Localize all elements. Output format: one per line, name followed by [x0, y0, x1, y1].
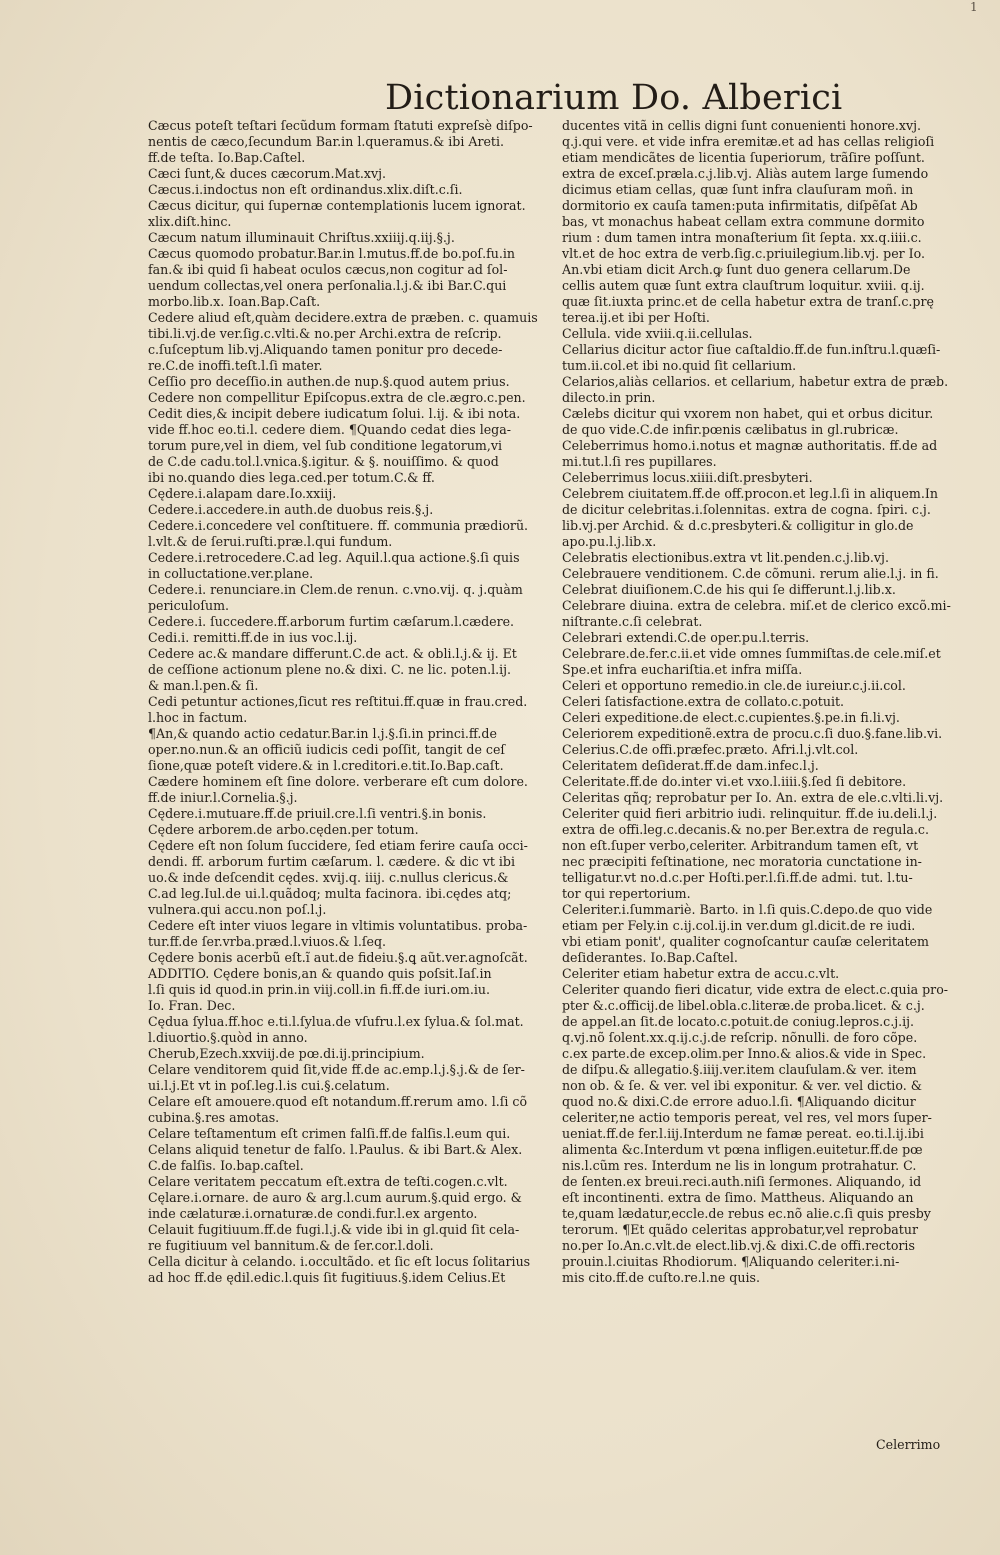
- dictionary-entry: [148, 950, 560, 966]
- entry-line: no.per Io.An.c.vlt.de elect.lib.vj.& dixi.C.de offi.rectoris: [562, 1238, 915, 1253]
- dictionary-entry: [562, 326, 960, 342]
- dictionary-entry: [562, 694, 960, 710]
- entry-line: eſt incontinenti. extra de ſimo. Mattheus. Aliquando an: [562, 1190, 914, 1205]
- left-text-column: [148, 118, 560, 1286]
- dictionary-entry: [148, 550, 560, 582]
- entry-line: C.de falſis. Io.bap.caſtel.: [148, 1158, 304, 1173]
- entry-line: mi.tut.l.ſi res pupillares.: [562, 454, 717, 469]
- entry-line: vlt.et de hoc extra de verb.ſig.c.priuilegium.lib.vj. per Io.: [562, 246, 926, 261]
- dictionary-entry: [148, 726, 560, 774]
- entry-line: in colluctatione.ver.plane.: [148, 566, 314, 581]
- entry-line: Celarios,aliàs cellarios. et cellarium, habetur extra de præb.: [562, 374, 949, 389]
- running-header-title: Dictionarium Do. Alberici: [385, 78, 843, 118]
- dictionary-entry: [148, 806, 560, 822]
- dictionary-entry: [148, 230, 560, 246]
- entry-line: ff.de teſta. Io.Bap.Caſtel.: [148, 150, 306, 165]
- entry-line: Celeriorem expeditionẽ.extra de procu.c.ſi duo.§.fane.lib.vi.: [562, 726, 943, 741]
- dictionary-entry: [562, 374, 960, 406]
- entry-line: alimenta &c.Interdum vt pœna infligen.euitetur.ff.de pœ: [562, 1142, 923, 1157]
- dictionary-entry: [148, 1062, 560, 1094]
- entry-line: Cedere.i.concedere vel conſtituere. ff. communia prædiorũ.: [148, 518, 529, 533]
- entry-line: C.ad leg.Iul.de ui.l.quãdoq; multa facinora. ibi.cędes atq;: [148, 886, 512, 901]
- entry-line: Cedere eſt inter viuos legare in vltimis voluntatibus. proba-: [148, 918, 528, 933]
- entry-line: de quo vide.C.de infir.pœnis cælibatus in gl.rubricæ.: [562, 422, 899, 437]
- entry-line: Celeriter quid fieri arbitrio iudi. relinquitur. ff.de iu.deli.l.j.: [562, 806, 938, 821]
- entry-line: ueniat.ff.de fer.l.iij.Interdum ne famæ pereat. eo.ti.l.ij.ibi: [562, 1126, 924, 1141]
- entry-line: Spe.et infra euchariſtia.et infra miſſa.: [562, 662, 803, 677]
- entry-line: Cedere.i.accedere.in auth.de duobus reis.§.j.: [148, 502, 434, 517]
- entry-line: Cedere.i. ſuccedere.ff.arborum furtim cæſarum.l.cædere.: [148, 614, 515, 629]
- entry-line: de C.de cadu.tol.l.vnica.§.igitur. & §. nouiſſimo. & quod: [148, 454, 499, 469]
- dictionary-entry: [148, 1046, 560, 1062]
- entry-line: An.vbi etiam dicit Arch.ꝙ ſunt duo genera cellarum.De: [562, 262, 911, 277]
- entry-line: Cedere non compellitur Epiſcopus.extra de cle.ægro.c.pen.: [148, 390, 526, 405]
- entry-line: Celeberrimus locus.xiiii.diſt.presbyteri.: [562, 470, 813, 485]
- entry-line: Celare venditorem quid ſit,vide ff.de ac.emp.l.j.§.j.& de ſer-: [148, 1062, 525, 1077]
- dictionary-entry: [148, 1174, 560, 1190]
- entry-line: nis.l.cũm res. Interdum ne lis in longum protrahatur. C.: [562, 1158, 917, 1173]
- dictionary-entry: [148, 486, 560, 502]
- entry-line: l.diuortio.§.quòd in anno.: [148, 1030, 308, 1045]
- dictionary-entry: [148, 582, 560, 614]
- dictionary-entry: [562, 646, 960, 678]
- entry-line: Cedere.i. renunciare.in Clem.de renun. c.vno.vij. q. j.quàm: [148, 582, 523, 597]
- entry-line: bas, vt monachus habeat cellam extra commune dormito: [562, 214, 925, 229]
- dictionary-entry: [148, 966, 560, 1014]
- entry-line: Celebrare diuina. extra de celebra. miſ.et de clerico excõ.mi-: [562, 598, 951, 613]
- dictionary-entry: [148, 1222, 560, 1254]
- entry-line: celeriter,ne actio temporis pereat, vel res, vel mors ſuper-: [562, 1110, 932, 1125]
- entry-line: morbo.lib.x. Ioan.Bap.Caſt.: [148, 294, 321, 309]
- entry-line: dilecto.in prin.: [562, 390, 656, 405]
- entry-line: Celauit fugitiuum.ff.de fugi.l.j.& vide ibi in gl.quid ſit cela-: [148, 1222, 520, 1237]
- entry-line: re.C.de inoffi.teſt.l.ſi mater.: [148, 358, 323, 373]
- dictionary-entry: [148, 1254, 560, 1286]
- dictionary-entry: [562, 742, 960, 758]
- entry-line: Cedi.i. remitti.ff.de in ius voc.l.ij.: [148, 630, 358, 645]
- entry-line: tur.ff.de ſer.vrba.præd.l.viuos.& l.ſeq.: [148, 934, 387, 949]
- entry-line: l.vlt.& de ſerui.ruſti.præ.l.qui fundum.: [148, 534, 393, 549]
- dictionary-entry: [562, 678, 960, 694]
- right-text-column: [562, 118, 960, 1286]
- entry-line: Cellula. vide xviii.q.ii.cellulas.: [562, 326, 753, 341]
- entry-line: xlix.diſt.hinc.: [148, 214, 232, 229]
- entry-line: Cæcus dicitur, qui ſupernæ contemplationis lucem ignorat.: [148, 198, 526, 213]
- dictionary-entry: [562, 598, 960, 630]
- entry-line: Celeriter etiam habetur extra de accu.c.vlt.: [562, 966, 840, 981]
- entry-line: q.vj.nõ ſolent.xx.q.ij.c.j.de reſcrip. nõnulli. de foro cõpe.: [562, 1030, 918, 1045]
- entry-line: Cedere.i.retrocedere.C.ad leg. Aquil.l.qua actione.§.ſi quis: [148, 550, 520, 565]
- entry-line: Celare teſtamentum eſt crimen falſi.ff.de falſis.l.eum qui.: [148, 1126, 511, 1141]
- dictionary-entry: [562, 710, 960, 726]
- entry-line: quæ ſit.iuxta princ.et de cella habetur extra de tranſ.c.prę: [562, 294, 934, 309]
- dictionary-entry: [148, 182, 560, 198]
- dictionary-entry: [562, 982, 960, 1286]
- dictionary-entry: [148, 166, 560, 182]
- entry-line: Cędua ſylua.ff.hoc e.ti.l.ſylua.de vſufru.l.ex ſylua.& ſol.mat.: [148, 1014, 524, 1029]
- entry-line: uo.& inde deſcendit cędes. xvij.q. iiij. c.nullus clericus.&: [148, 870, 509, 885]
- entry-line: cellis autem quæ ſunt extra clauſtrum loquitur. xviii. q.ij.: [562, 278, 925, 293]
- entry-line: Celans aliquid tenetur de falſo. l.Paulus. & ibi Bart.& Alex.: [148, 1142, 523, 1157]
- dictionary-entry: [148, 774, 560, 806]
- entry-line: uendum collectas,vel onera perſonalia.l.j.& ibi Bar.C.qui: [148, 278, 507, 293]
- entry-line: Cędere arborem.de arbo.cęden.per totum.: [148, 822, 419, 837]
- entry-line: nec præcipiti feſtinatione, nec moratoria cunctatione in-: [562, 854, 922, 869]
- dictionary-entry: [148, 1190, 560, 1222]
- entry-line: ibi no.quando dies lega.ced.per totum.C.& ff.: [148, 470, 435, 485]
- dictionary-entry: [148, 1142, 560, 1174]
- entry-line: Cælebs dicitur qui vxorem non habet, qui et orbus dicitur.: [562, 406, 934, 421]
- entry-line: Celeriter.i.ſummariè. Barto. in l.ſi quis.C.depo.de quo vide: [562, 902, 933, 917]
- dictionary-entry: [148, 406, 560, 486]
- entry-line: Celebrauere venditionem. C.de cõmuni. rerum alie.l.j. in fi.: [562, 566, 939, 581]
- entry-line: etiam per Fely.in c.ij.col.ij.in ver.dum gl.dicit.de re iudi.: [562, 918, 916, 933]
- entry-line: Celerius.C.de offi.præfec.prӕto. Afri.l.j.vlt.col.: [562, 742, 859, 757]
- entry-line: Ceſſio pro deceſſio.in authen.de nup.§.quod autem prius.: [148, 374, 510, 389]
- dictionary-entry: [148, 1014, 560, 1046]
- entry-line: Cędere.i.mutuare.ff.de priuil.cre.l.ſi ventri.§.in bonis.: [148, 806, 487, 821]
- entry-line: Cæcus poteſt teſtari ſecũdum formam ſtatuti expreſsè diſpo-: [148, 118, 533, 133]
- entry-line: terorum. ¶Et quãdo celeritas approbatur,vel reprobatur: [562, 1222, 918, 1237]
- dictionary-entry: [562, 806, 960, 902]
- entry-line: Cæcus.i.indoctus non eſt ordinandus.xlix.diſt.c.ſi.: [148, 182, 463, 197]
- entry-line: Celare eſt amouere.quod eſt notandum.ff.rerum amo. l.ſi cõ: [148, 1094, 528, 1109]
- dictionary-entry: [148, 918, 560, 950]
- entry-line: de diſpu.& allegatio.§.iiij.ver.item clauſulam.& ver. item: [562, 1062, 917, 1077]
- entry-line: apo.pu.l.j.lib.x.: [562, 534, 657, 549]
- entry-line: Celebratis electionibus.extra vt lit.penden.c.j.lib.vj.: [562, 550, 889, 565]
- entry-line: de ceſſione actionum plene no.& dixi. C. ne lic. poten.l.ij.: [148, 662, 512, 677]
- entry-line: terea.ij.et ibi per Hoſti.: [562, 310, 710, 325]
- dictionary-entry: [562, 790, 960, 806]
- dictionary-entry: [148, 1094, 560, 1126]
- entry-line: ui.l.j.Et vt in poſ.leg.l.is cui.§.celatum.: [148, 1078, 390, 1093]
- entry-line: tibi.li.vj.de ver.ſig.c.vlti.& no.per Archi.extra de reſcrip.: [148, 326, 502, 341]
- dictionary-entry: [562, 758, 960, 774]
- entry-line: Celare veritatem peccatum eſt.extra de teſti.cogen.c.vlt.: [148, 1174, 508, 1189]
- entry-line: vulnera.qui accu.non poſ.l.j.: [148, 902, 327, 917]
- entry-line: periculoſum.: [148, 598, 230, 613]
- entry-line: ſione,quæ poteſt videre.& in l.creditori.e.tit.Io.Bap.caſt.: [148, 758, 504, 773]
- entry-line: Cella dicitur à celando. i.occultãdo. et ſic eſt locus ſolitarius: [148, 1254, 531, 1269]
- entry-line: de appel.an ſit.de locato.c.potuit.de coniug.lepros.c.j.ij.: [562, 1014, 915, 1029]
- entry-line: ADDITIO. Cędere bonis,an & quando quis poſsit.Iaſ.in: [148, 966, 492, 981]
- entry-line: oper.no.nun.& an officiũ iudicis cedi poſſit, tangit de ceſ: [148, 742, 506, 757]
- entry-line: dendi. ff. arborum furtim cæſarum. l. cædere. & dic vt ibi: [148, 854, 516, 869]
- entry-line: Io. Fran. Dec.: [148, 998, 236, 1013]
- dictionary-entry: [148, 390, 560, 406]
- entry-line: de dicitur celebritas.i.ſolennitas. extra de cogna. ſpiri. c.j.: [562, 502, 931, 517]
- dictionary-entry: [562, 486, 960, 550]
- entry-line: Celebrare.de.fer.c.ii.et vide omnes ſummiſtas.de cele.miſ.et: [562, 646, 941, 661]
- dictionary-entry: [148, 310, 560, 374]
- dictionary-entry: [562, 966, 960, 982]
- entry-line: fan.& ibi quid ſi habeat oculos cæcus,non cogitur ad ſol-: [148, 262, 508, 277]
- dictionary-entry: [148, 502, 560, 518]
- entry-line: Celebrari extendi.C.de oper.pu.l.terris.: [562, 630, 810, 645]
- entry-line: te,quam lædatur,eccle.de rebus ec.nõ alie.c.ſi quis presby: [562, 1206, 931, 1221]
- entry-line: Cedere aliud eſt,quàm decidere.extra de præben. c. quamuis: [148, 310, 538, 325]
- entry-line: inde cælaturæ.i.ornaturæ.de condi.fur.l.ex argento.: [148, 1206, 478, 1221]
- entry-line: non eſt.ſuper verbo,celeriter. Arbitrandum tamen eſt, vt: [562, 838, 919, 853]
- entry-line: extra de offi.leg.c.decanis.& no.per Ber.extra de regula.c.: [562, 822, 929, 837]
- dictionary-entry: [148, 246, 560, 310]
- entry-line: ff.de iniur.l.Cornelia.§.j.: [148, 790, 298, 805]
- entry-line: Celeberrimus homo.i.notus et magnæ authoritatis. ff.de ad: [562, 438, 938, 453]
- entry-line: Cæci ſunt,& duces cæcorum.Mat.xvj.: [148, 166, 387, 181]
- entry-line: vide ff.hoc eo.ti.l. cedere diem. ¶Quando cedat dies lega-: [148, 422, 512, 437]
- entry-line: tor qui repertorium.: [562, 886, 691, 901]
- dictionary-entry: [562, 566, 960, 582]
- catchword: Celerrimo: [876, 1437, 941, 1452]
- entry-line: Cellarius dicitur actor ſiue caſtaldio.ff.de fun.inſtru.l.quæſi-: [562, 342, 941, 357]
- entry-line: q.j.qui vere. et vide infra eremitæ.et ad has cellas religioſi: [562, 134, 935, 149]
- dictionary-entry: [148, 198, 560, 230]
- dictionary-entry: [562, 902, 960, 966]
- dictionary-entry: [562, 406, 960, 438]
- entry-line: Celeri expeditione.de elect.c.cupientes.§.pe.in fi.li.vj.: [562, 710, 900, 725]
- dictionary-entry: [148, 118, 560, 166]
- entry-line: l.ſi quis id quod.in prin.in viij.coll.in fi.ff.de iuri.om.iu.: [148, 982, 491, 997]
- entry-line: pter &.c.officij.de libel.obla.c.literæ.de proba.licet. & c.j.: [562, 998, 925, 1013]
- entry-line: Cherub,Ezech.xxviij.de pœ.di.ij.principium.: [148, 1046, 425, 1061]
- entry-line: Celebrat diuiſionem.C.de his qui ſe differunt.l.j.lib.x.: [562, 582, 896, 597]
- dictionary-entry: [562, 726, 960, 742]
- entry-line: prouin.l.ciuitas Rhodiorum. ¶Aliquando celeriter.i.ni-: [562, 1254, 900, 1269]
- dictionary-entry: [148, 518, 560, 550]
- dictionary-entry: [148, 614, 560, 630]
- dictionary-entry: [148, 646, 560, 694]
- entry-line: ¶An,& quando actio cedatur.Bar.in l.j.§.ſi.in princi.ff.de: [148, 726, 497, 741]
- entry-line: telligatur.vt no.d.c.per Hoſti.per.l.ſi.ff.de admi. tut. l.tu-: [562, 870, 913, 885]
- dictionary-entry: [148, 694, 560, 726]
- dictionary-entry: [562, 550, 960, 566]
- entry-line: Cędere bonis acerbũ eſt.ĩ aut.de fideiu.§.ꝗ aũt.ver.agnoſcãt.: [148, 950, 528, 965]
- dictionary-entry: [148, 1126, 560, 1142]
- entry-line: extra de exceſ.præla.c.j.lib.vj. Aliàs autem large ſumendo: [562, 166, 929, 181]
- entry-line: dicimus etiam cellas, quæ ſunt infra clauſuram moñ. in: [562, 182, 914, 197]
- dictionary-entry: [562, 118, 960, 326]
- entry-line: Celeritas qñq; reprobatur per Io. An. extra de ele.c.vlti.li.vj.: [562, 790, 944, 805]
- entry-line: torum pure,vel in diem, vel ſub conditione legatorum,vi: [148, 438, 503, 453]
- entry-line: tum.ii.col.et ibi no.quid ſit cellarium.: [562, 358, 797, 373]
- dictionary-entry: [562, 582, 960, 598]
- entry-line: Celeri et opportuno remedio.in cle.de iureiur.c.j.ii.col.: [562, 678, 906, 693]
- dictionary-entry: [148, 630, 560, 646]
- entry-line: lib.vj.per Archid. & d.c.presbyteri.& colligitur in glo.de: [562, 518, 914, 533]
- entry-line: Celeritate.ff.de do.inter vi.et vxo.l.iiii.§.ſed ſi debitore.: [562, 774, 907, 789]
- entry-line: niſtrante.c.ſi celebrat.: [562, 614, 703, 629]
- dictionary-entry: [562, 774, 960, 790]
- entry-line: Celeritatem deſiderat.ff.de dam.infec.l.j.: [562, 758, 819, 773]
- entry-line: Cæcus quomodo probatur.Bar.in l.mutus.ff.de bo.poſ.fu.in: [148, 246, 516, 261]
- entry-line: mis cito.ff.de cuſto.re.l.ne quis.: [562, 1270, 760, 1285]
- entry-line: Cedi petuntur actiones,ſicut res reſtitui.ff.quæ in frau.cred.: [148, 694, 528, 709]
- entry-line: ducentes vitã in cellis digni ſunt conuenienti honore.xvj.: [562, 118, 922, 133]
- entry-line: nentis de cæco,ſecundum Bar.in l.queramus.& ibi Areti.: [148, 134, 505, 149]
- entry-line: Cędere eſt non ſolum ſuccidere, ſed etiam ferire cauſa occi-: [148, 838, 528, 853]
- entry-line: & man.l.pen.& ſi.: [148, 678, 259, 693]
- dictionary-entry: [562, 630, 960, 646]
- entry-line: l.hoc in factum.: [148, 710, 248, 725]
- entry-line: dormitorio ex cauſa tamen:puta infirmitatis, diſpẽſat Ab: [562, 198, 918, 213]
- entry-line: quod no.& dixi.C.de errore aduo.l.ſi. ¶Aliquando dicitur: [562, 1094, 916, 1109]
- entry-line: rium : dum tamen intra monaſterium ſit ſepta. xx.q.iiii.c.: [562, 230, 922, 245]
- entry-line: Cedere ac.& mandare differunt.C.de act. & obli.l.j.& ij. Et: [148, 646, 517, 661]
- entry-line: Celeri ſatisfactione.extra de collato.c.potuit.: [562, 694, 845, 709]
- dictionary-entry: [148, 822, 560, 838]
- entry-line: c.ex parte.de excep.olim.per Inno.& alios.& vide in Spec.: [562, 1046, 927, 1061]
- entry-line: Cęlare.i.ornare. de auro & arg.l.cum aurum.§.quid ergo. &: [148, 1190, 522, 1205]
- dictionary-entry: [148, 838, 560, 918]
- dictionary-entry: [562, 342, 960, 374]
- dictionary-entry: [562, 438, 960, 470]
- entry-line: de ſenten.ex breui.reci.auth.niſi ſermones. Aliquando, id: [562, 1174, 922, 1189]
- entry-line: Cædere hominem eſt ſine dolore. verberare eſt cum dolore.: [148, 774, 528, 789]
- entry-line: Celebrem ciuitatem.ff.de off.procon.et leg.l.ſi in aliquem.In: [562, 486, 938, 501]
- entry-line: Cæcum natum illuminauit Chriſtus.xxiiij.q.iij.§.j.: [148, 230, 455, 245]
- dictionary-entry: [562, 470, 960, 486]
- entry-line: vbi etiam ponit', qualiter cognoſcantur cauſæ celeritatem: [562, 934, 929, 949]
- entry-line: c.ſuſceptum lib.vj.Aliquando tamen ponitur pro decede-: [148, 342, 503, 357]
- entry-line: Cędere.i.alapam dare.Io.xxiij.: [148, 486, 337, 501]
- folio-mark: 1: [970, 0, 978, 14]
- dictionary-entry: [148, 374, 560, 390]
- entry-line: deſiderantes. Io.Bap.Caſtel.: [562, 950, 738, 965]
- entry-line: Celeriter quando fieri dicatur, vide extra de elect.c.quia pro-: [562, 982, 949, 997]
- entry-line: cubina.§.res amotas.: [148, 1110, 280, 1125]
- entry-line: non ob. & ſe. & ver. vel ibi exponitur. & ver. vel dictio. &: [562, 1078, 922, 1093]
- entry-line: etiam mendicãtes de licentia ſuperiorum, trãſire poſſunt.: [562, 150, 925, 165]
- entry-line: ad hoc ff.de ędil.edic.l.quis ſit fugitiuus.§.idem Celius.Et: [148, 1270, 506, 1285]
- entry-line: Cedit dies,& incipit debere iudicatum ſolui. l.ij. & ibi nota.: [148, 406, 521, 421]
- entry-line: re fugitiuum vel bannitum.& de ſer.cor.l.doli.: [148, 1238, 434, 1253]
